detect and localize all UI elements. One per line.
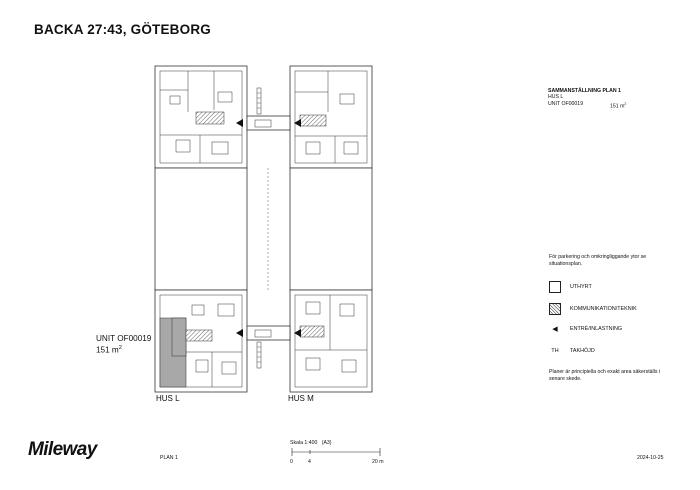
summary-unit: UNIT OF00019 bbox=[548, 100, 584, 107]
parking-note: För parkering och omkringliggande ytor se situationsplan. bbox=[549, 254, 647, 267]
page-title: BACKA 27:43, GÖTEBORG bbox=[34, 22, 211, 37]
summary-heading: SAMMANSTÄLLNING PLAN 1 bbox=[548, 88, 621, 94]
white-box-icon bbox=[549, 281, 561, 293]
scale-tick-20: 20 m bbox=[372, 459, 384, 465]
building-label-hus-l: HUS L bbox=[156, 394, 180, 403]
summary-block bbox=[548, 88, 627, 110]
mileway-logo: Mileway bbox=[28, 439, 97, 460]
legend-item-kommunikation: KOMMUNIKATION/TEKNIK bbox=[549, 303, 637, 315]
block-top-right bbox=[290, 66, 372, 168]
plan-label: PLAN 1 bbox=[160, 455, 178, 461]
scale-tick-4: 4 bbox=[308, 459, 311, 465]
block-bottom-left bbox=[155, 290, 247, 392]
hall-right bbox=[290, 168, 372, 290]
block-top-left bbox=[155, 66, 247, 168]
entry-arrow-icon: ◀ bbox=[552, 326, 558, 333]
scale-label: Skala 1:400 (A3) bbox=[290, 440, 332, 446]
legend-item-takhojd: TH TAKHÖJD bbox=[549, 348, 595, 354]
hatched-box-icon bbox=[549, 303, 561, 315]
unit-callout bbox=[96, 334, 151, 355]
block-bottom-right bbox=[290, 290, 372, 392]
th-symbol: TH bbox=[551, 348, 559, 354]
hall-left bbox=[155, 168, 247, 290]
building-label-hus-m: HUS M bbox=[288, 394, 314, 403]
summary-building: HUS L bbox=[548, 94, 564, 101]
scale-tick-0: 0 bbox=[290, 459, 293, 465]
unit-callout-name: UNIT OF00019 bbox=[96, 334, 152, 343]
unit-callout-area: 151 $m^2$ bbox=[96, 344, 122, 355]
summary-area: 151 $m^2$ bbox=[610, 101, 627, 110]
scale-bar bbox=[292, 448, 380, 456]
disclaimer-note: Planer är principiella och exakt area säkerställs i senare skede. bbox=[549, 369, 661, 382]
date-label: 2024-10-25 bbox=[637, 455, 664, 461]
legend-item-uthyrt: UTHYRT bbox=[549, 281, 592, 293]
legend-item-entre: ◀ ENTRÉ/INLASTNING bbox=[549, 325, 622, 333]
